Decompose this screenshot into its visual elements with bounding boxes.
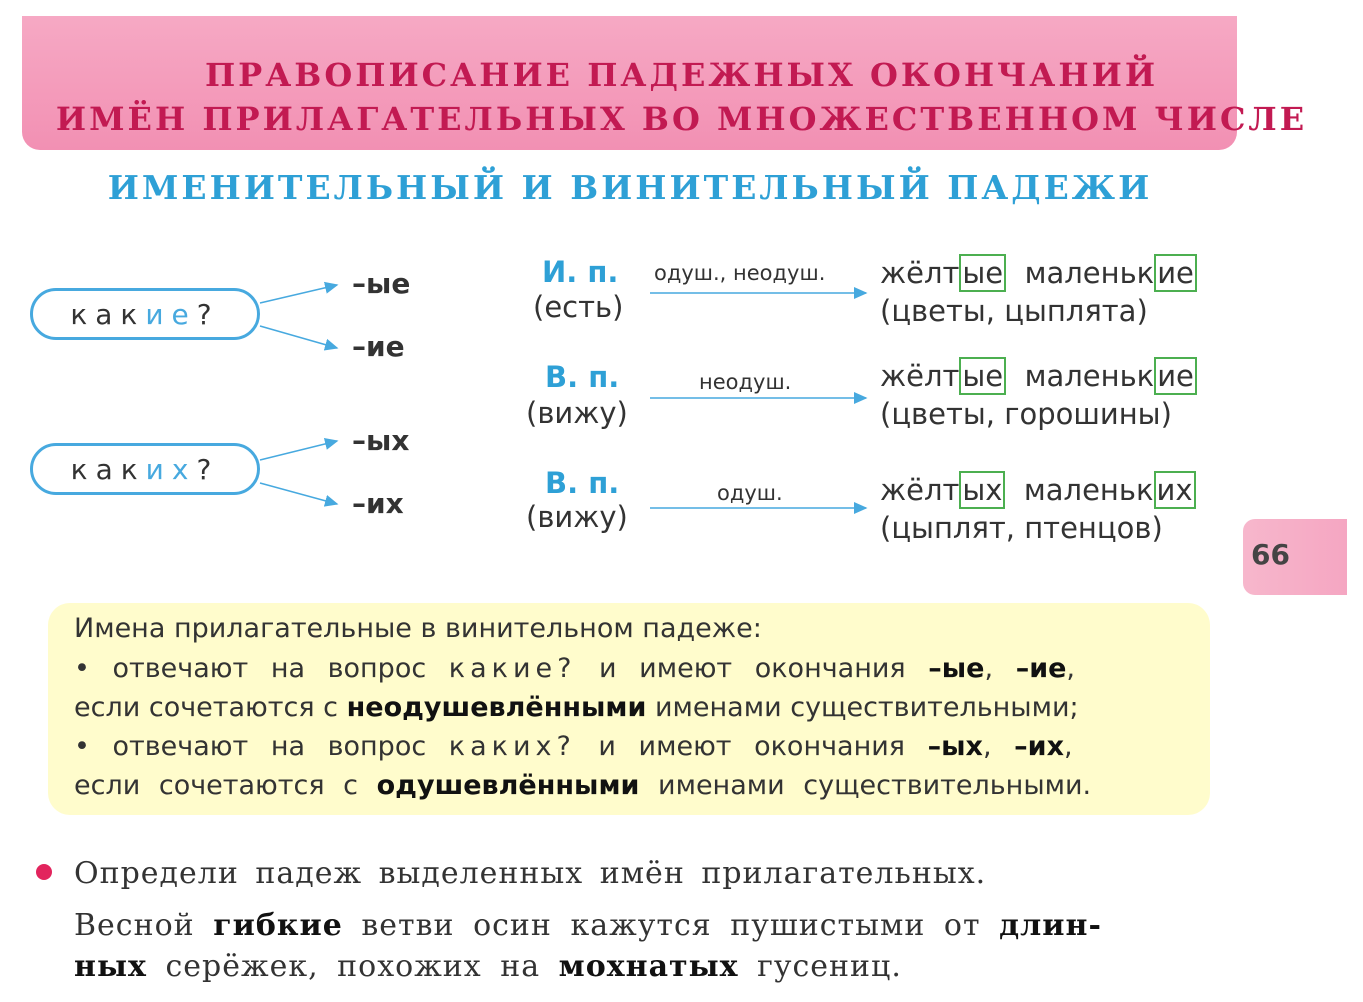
rule-line-1: Имена прилагательные в винительном падеже: [74, 613, 762, 644]
task-sentence-line-1 [74, 908, 1102, 943]
task-bullet [36, 864, 52, 880]
question-kakikh-pill [30, 443, 260, 495]
word-ending: ые [959, 357, 1006, 395]
rule-line-2 [74, 653, 1075, 684]
rule-ending: –ие [1015, 653, 1067, 684]
case-2-verb: (вижу) [526, 396, 628, 430]
word-ending: ие [1154, 254, 1197, 292]
case-1-arrow-label: одуш., неодуш. [654, 261, 826, 285]
rule-line-3 [74, 692, 1079, 723]
rule-text: • отвечают на вопрос [74, 653, 427, 684]
rule-punct: , [982, 731, 992, 762]
task-text: гусениц. [757, 949, 902, 984]
section-subtitle: ИМЕНИТЕЛЬНЫЙ И ВИНИТЕЛЬНЫЙ ПАДЕЖИ [107, 168, 1153, 207]
word-ending: ые [959, 254, 1006, 292]
task-instruction: Определи падеж выделенных имён прилагательных. [74, 856, 987, 891]
question-stem: как [70, 452, 146, 486]
task-highlight: мохнатых [558, 949, 739, 984]
word-stem: жёлт [880, 359, 960, 393]
rule-text: именами существительными; [655, 692, 1079, 723]
rule-question: каких? [448, 731, 576, 762]
rule-text: • отвечают на вопрос [74, 731, 427, 762]
word-stem: жёлт [880, 473, 960, 507]
case-3-adjectives [880, 473, 1196, 507]
rule-text: именами существительными. [658, 770, 1092, 801]
case-3-nouns: (цыплят, птенцов) [880, 511, 1163, 545]
rule-text: и имеют окончания [598, 731, 906, 762]
case-3-abbr: В. п. [545, 466, 620, 500]
ending-ykh: –ых [352, 424, 410, 457]
case-2-arrow-label: неодуш. [699, 370, 792, 394]
case-2-adjectives [880, 359, 1197, 393]
arrow-kakikh-ikh [260, 483, 337, 504]
title-line-2: ИМЁН ПРИЛАГАТЕЛЬНЫХ ВО МНОЖЕСТВЕННОМ ЧИСЛЕ [55, 100, 1308, 138]
case-3-arrow-label: одуш. [717, 481, 783, 505]
rule-text: если сочетаются с [74, 692, 339, 723]
question-ending: ие [145, 297, 197, 331]
task-highlight: ных [74, 949, 147, 984]
task-text: ветви осин кажутся пушистыми от [361, 908, 981, 943]
ending-ie: –ие [352, 330, 405, 363]
question-kakie-pill [30, 288, 260, 340]
task-highlight: гибкие [213, 908, 343, 943]
rule-punct: , [1066, 653, 1076, 684]
rule-keyword: неодушевлёнными [346, 692, 647, 723]
task-highlight: длин- [999, 908, 1102, 943]
rule-text: и имеют окончания [599, 653, 906, 684]
rule-line-4 [74, 731, 1073, 762]
rule-punct: , [1064, 731, 1073, 762]
rule-keyword: одушевлёнными [376, 770, 640, 801]
word-stem: маленьк [1024, 359, 1155, 393]
rule-ending: –их [1014, 731, 1065, 762]
case-3-verb: (вижу) [526, 500, 628, 534]
question-ending: их [145, 452, 197, 486]
word-ending: их [1154, 471, 1196, 509]
task-text: серёжек, похожих на [165, 949, 541, 984]
title-line-1: ПРАВОПИСАНИЕ ПАДЕЖНЫХ ОКОНЧАНИЙ [204, 56, 1159, 94]
rule-ending: –ых [927, 731, 983, 762]
word-stem: маленьк [1023, 473, 1154, 507]
task-sentence-line-2 [74, 949, 902, 984]
arrow-kakie-ye [260, 285, 337, 303]
task-text: Весной [74, 908, 195, 943]
case-1-verb: (есть) [533, 290, 624, 324]
question-mark: ? [196, 297, 220, 331]
word-stem: жёлт [880, 256, 960, 290]
case-1-nouns: (цветы, цыплята) [880, 294, 1148, 328]
case-2-abbr: В. п. [545, 360, 620, 394]
rule-box [48, 603, 1210, 815]
rule-punct: , [984, 653, 994, 684]
question-stem: как [70, 297, 146, 331]
word-ending: ие [1154, 357, 1197, 395]
rule-line-5 [74, 770, 1091, 801]
word-stem: маленьк [1024, 256, 1155, 290]
ending-ikh: –их [352, 487, 404, 520]
arrow-kakie-ie [260, 326, 337, 348]
rule-ending: –ые [928, 653, 985, 684]
word-ending: ых [959, 471, 1005, 509]
rule-question: какие? [448, 653, 577, 684]
question-mark: ? [196, 452, 220, 486]
page-number: 66 [1251, 538, 1290, 571]
arrow-kakikh-ykh [260, 441, 337, 460]
case-1-adjectives [880, 256, 1197, 290]
case-1-abbr: И. п. [542, 255, 619, 289]
case-2-nouns: (цветы, горошины) [880, 397, 1172, 431]
rule-text: если сочетаются с [74, 770, 359, 801]
ending-ye: –ые [352, 267, 411, 300]
